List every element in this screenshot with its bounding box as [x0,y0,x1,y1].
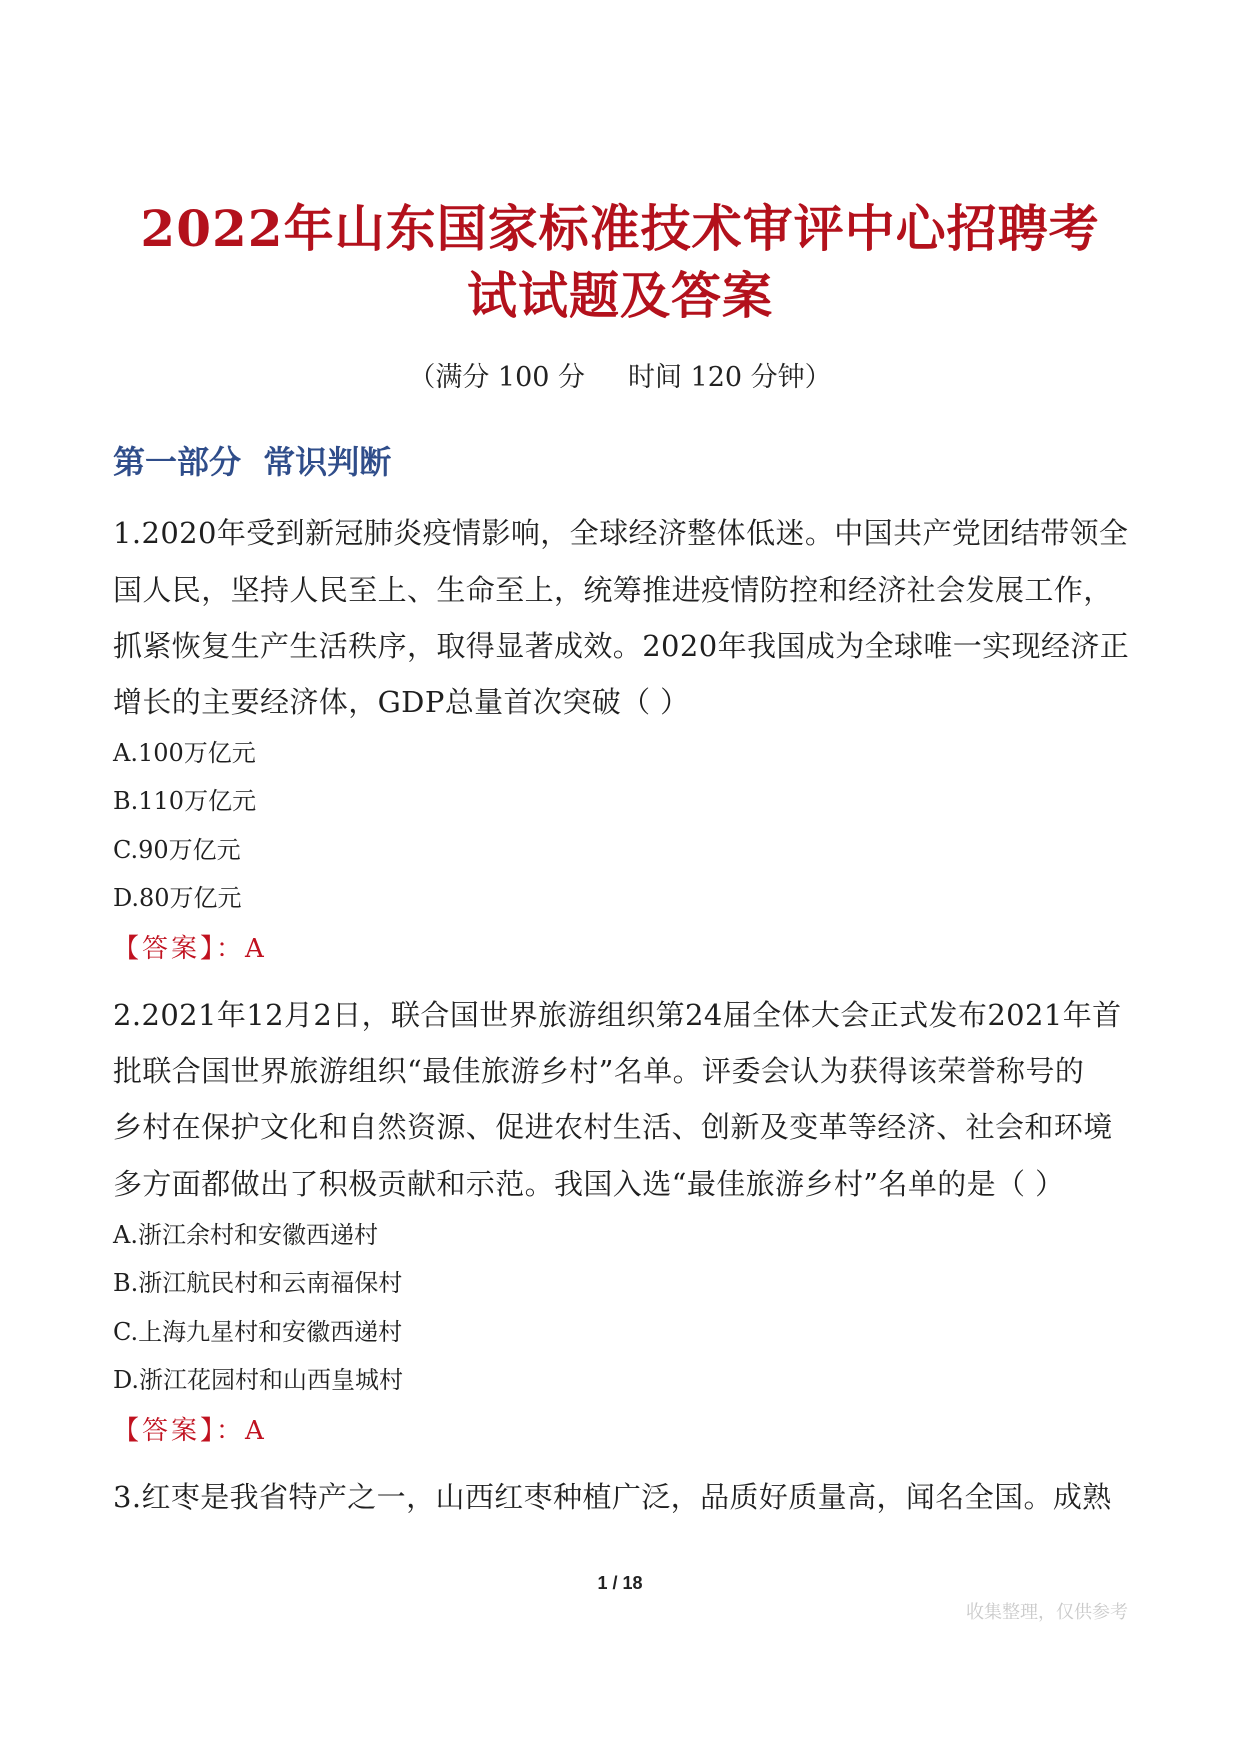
question-1-line-3: 抓紧恢复生产生活秩序，取得显著成效。2020年我国成为全球唯一实现经济正 [113,629,1130,663]
question-2-option-a: A.浙江余村和安徽西递村 [113,1221,378,1249]
question-1-option-a: A.100万亿元 [113,739,256,767]
question-2-line-3: 乡村在保护文化和自然资源、促进农村生活、创新及变革等经济、社会和环境 [113,1110,1113,1144]
section-heading: 第一部分 常识判断 [113,443,392,481]
question-2-line-1: 2.2021年12月2日，联合国世界旅游组织第24届全体大会正式发布2021年首 [113,998,1122,1032]
question-1-answer: 【答案】：A [113,934,267,964]
question-2-option-d: D.浙江花园村和山西皇城村 [113,1366,404,1394]
question-2-option-b: B.浙江航民村和云南福保村 [113,1269,403,1297]
question-1-line-1: 1.2020年受到新冠肺炎疫情影响，全球经济整体低迷。中国共产党团结带领全 [113,516,1129,550]
page-title-line-2: 试试题及答案 [467,266,773,325]
exam-info-subtitle: （满分 100 分 时间 120 分钟） [408,362,832,393]
page-title-line-1: 2022年山东国家标准技术审评中心招聘考 [140,199,1100,258]
question-1-option-c: C.90万亿元 [113,836,241,864]
question-2-line-2: 批联合国世界旅游组织“最佳旅游乡村”名单。评委会认为获得该荣誉称号的 [113,1054,1085,1088]
question-1-option-d: D.80万亿元 [113,884,242,912]
question-3-line-1: 3.红枣是我省特产之一，山西红枣种植广泛，品质好质量高，闻名全国。成熟 [113,1480,1112,1514]
question-1-option-b: B.110万亿元 [113,787,257,815]
watermark-text: 收集整理，仅供参考 [966,1602,1128,1623]
question-1-line-2: 国人民，坚持人民至上、生命至上，统筹推进疫情防控和经济社会发展工作， [113,573,1113,607]
page-number: 1 / 18 [597,1573,643,1593]
question-2-answer: 【答案】：A [113,1416,267,1446]
question-1-line-4: 增长的主要经济体，GDP总量首次突破（ ） [113,685,690,719]
question-2-line-4: 多方面都做出了积极贡献和示范。我国入选“最佳旅游乡村”名单的是（ ） [113,1167,1065,1201]
question-2-option-c: C.上海九星村和安徽西递村 [113,1318,403,1346]
